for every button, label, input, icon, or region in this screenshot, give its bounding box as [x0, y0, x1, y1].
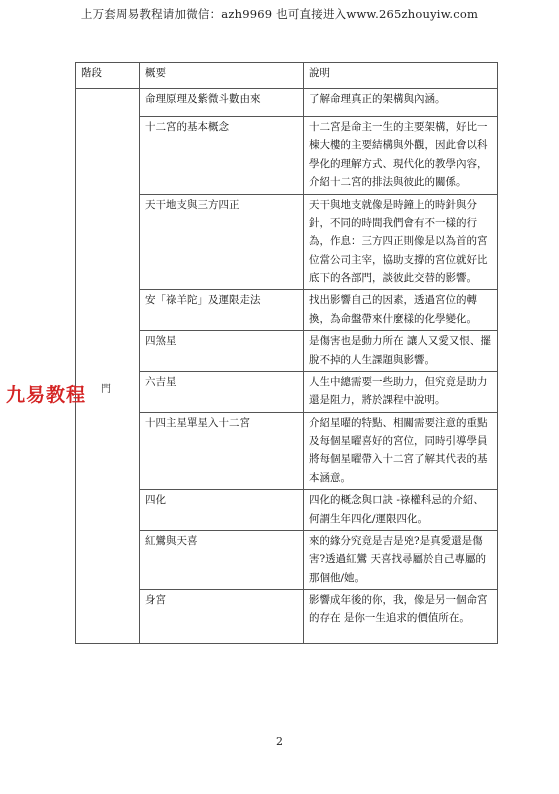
table-header-row [76, 63, 498, 89]
concept-cell: 六吉星 [140, 371, 304, 412]
description-cell: 是傷害也是動力所在 讓人又愛又恨、擺脫不掉的人生課題與影響。 [304, 331, 498, 372]
table-row [76, 530, 498, 589]
table-row [76, 371, 498, 412]
table-row [76, 412, 498, 490]
watermark-logo: 九易教程 [6, 384, 87, 406]
description-cell: 影響成年後的你，我，像是另一個命宮的存在 是你一生追求的價值所在。 [304, 590, 498, 644]
table-row [76, 331, 498, 372]
concept-cell: 四煞星 [140, 331, 304, 372]
description-cell: 來的緣分究竟是吉是兇?是真愛還是傷害?透過紅鸞 天喜找尋屬於自己專屬的那個他/她。 [304, 530, 498, 589]
table-row [76, 117, 498, 195]
description-cell: 介紹星曜的特點、相關需要注意的重點及每個星曜喜好的宮位，同時引導學員將每個星曜帶入十二宮了解其代表的基本涵意。 [304, 412, 498, 490]
concept-cell: 十四主星單星入十二宮 [140, 412, 304, 490]
concept-cell: 身宮 [140, 590, 304, 644]
concept-cell: 安「祿羊陀」及運限走法 [140, 290, 304, 331]
table-row [76, 194, 498, 290]
table-row [76, 89, 498, 117]
description-cell: 十二宮是命主一生的主要架構，好比一棟大樓的主要結構與外觀，因此會以科學化的理解方式、現代化的教學內容，介紹十二宮的排法與彼此的關係。 [304, 117, 498, 195]
page-number: 2 [276, 735, 283, 748]
course-outline-table [75, 62, 498, 644]
stage-cell [76, 89, 140, 644]
description-cell: 人生中總需要一些助力，但究竟是助力還是阻力，將於課程中說明。 [304, 371, 498, 412]
watermark-suffix: 門 [101, 384, 111, 395]
column-header-overview: 概要 [140, 63, 304, 89]
concept-cell: 命理原理及紫微斗數由來 [140, 89, 304, 117]
description-cell: 天干與地支就像是時鐘上的時針與分針，不同的時間我們會有不一樣的行為，作息：三方四正則像是以為首的宮位當公司主宰，協助支撐的宮位就好比底下的各部門，談彼此交替的影響。 [304, 194, 498, 290]
concept-cell: 十二宮的基本概念 [140, 117, 304, 195]
description-cell: 找出影響自己的因素，透過宮位的轉換，為命盤帶來什麼樣的化學變化。 [304, 290, 498, 331]
column-header-stage: 階段 [76, 63, 140, 89]
page-header: 上万套周易教程请加微信：azh9969 也可直接进入www.265zhouyiw.com [80, 7, 479, 21]
concept-cell: 天干地支與三方四正 [140, 194, 304, 290]
concept-cell: 紅鸞與天喜 [140, 530, 304, 589]
description-cell: 四化的概念與口訣 -祿權科忌的介紹、何謂生年四化/運限四化。 [304, 490, 498, 531]
description-cell: 了解命理真正的架構與內涵。 [304, 89, 498, 117]
column-header-description: 說明 [304, 63, 498, 89]
table-row [76, 290, 498, 331]
table-row [76, 490, 498, 531]
table-row [76, 590, 498, 644]
concept-cell: 四化 [140, 490, 304, 531]
